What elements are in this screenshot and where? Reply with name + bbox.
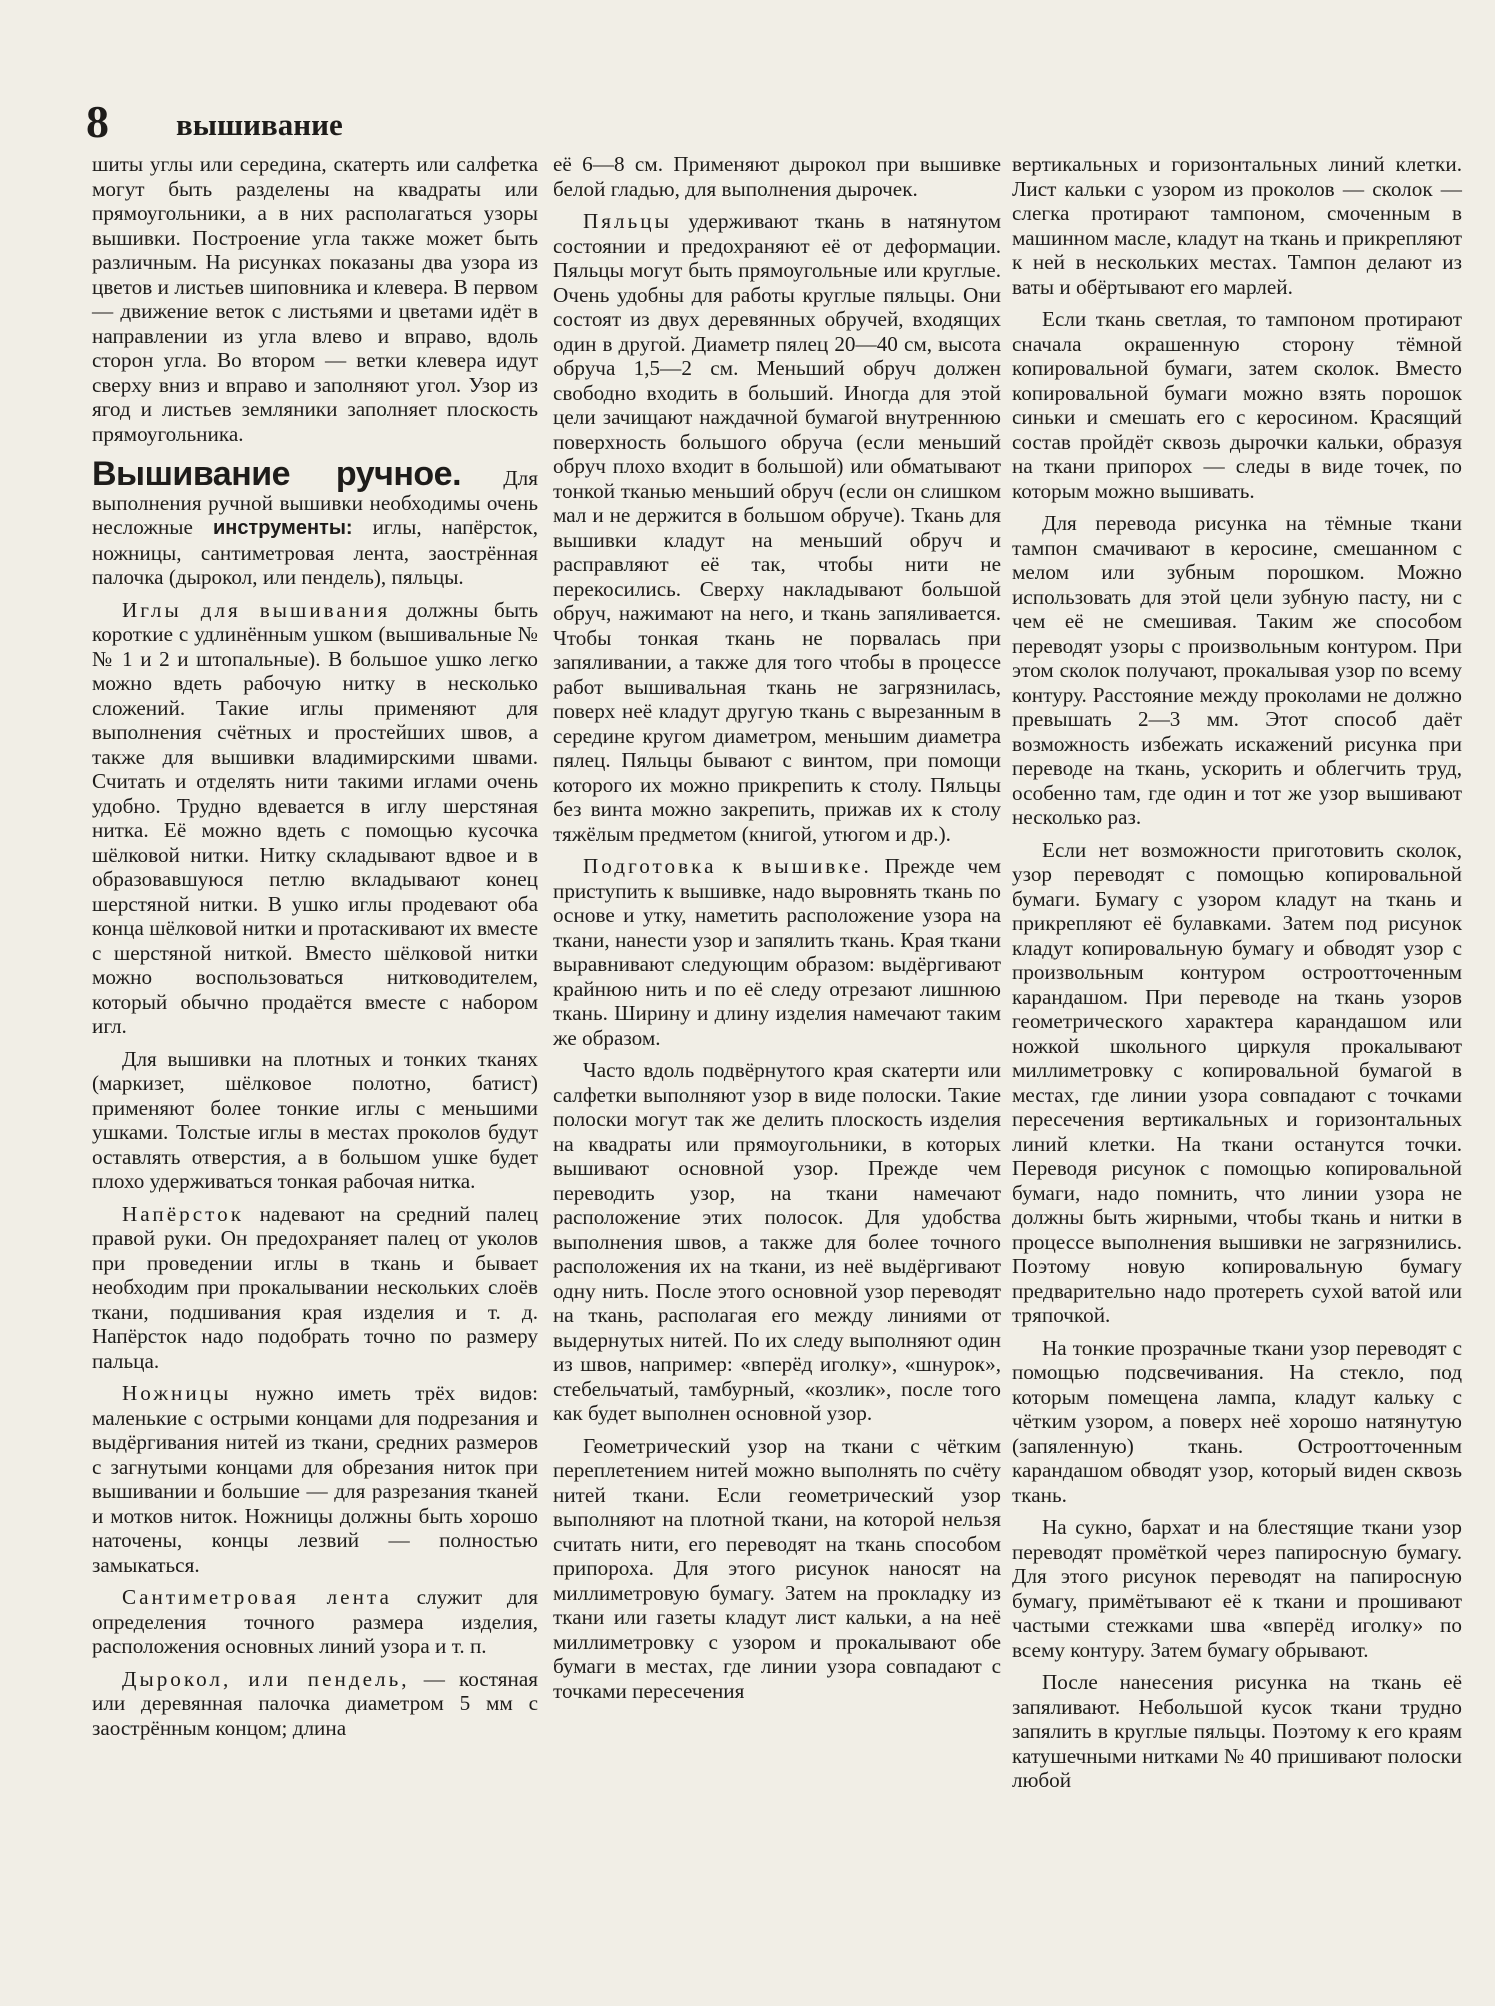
paragraph-scissors <box>92 1381 538 1577</box>
text-column-2 <box>553 152 1001 1703</box>
awl-text: — костяная или деревянная палочка диаметром 5 мм с заострённым концом; длина <box>92 1666 538 1740</box>
paragraph-velvet: На сукно, бархат и на блестящие ткани узор переводят промёткой через папиросную бумагу. Для этого рисунок переводят на папиросную бумагу, примётывают её к ткани и прошивают частыми стежками шва «вперёд иголку» по всему контуру. Затем бумагу обрывают. <box>1012 1515 1462 1662</box>
tape-text: служит для определения точного размера изделия, расположения основных линий узора и т. п. <box>92 1585 538 1658</box>
preparation-text: Прежде чем приступить к вышивке, надо выровнять ткань по основе и утку, наметить расположение узора на ткани, нанести узор и запялить ткань. Края ткани выравнивают следующим образом: выдёргивают крайнюю нить и по её следу отрезают лишнюю ткань. Ширину и длину изделия намечают таким же образом. <box>553 854 1001 1050</box>
needles-term: Иглы для вышивания <box>122 597 391 622</box>
paragraph-awl-continued: её 6—8 см. Применяют дырокол при вышивке белой гладью, для выполнения дырочек. <box>553 152 1001 201</box>
tape-term: Сантиметровая лента <box>122 1585 392 1609</box>
paragraph-geometric: Геометрический узор на ткани с чётким переплетением нитей можно выполнять по счёту нитей ткани. Если геометрический узор выполняют на плотной ткани, на которой нельзя считать нити, его переводят на ткань способом припороха. Для этого рисунок наносят на миллиметровую бумагу. Затем на прокладку из ткани или газеты кладут лист кальки, а на неё миллиметровку с узором и прокалывают обе бумаги в местах, где линии узора совпадают с точками пересечения <box>553 1433 1001 1703</box>
paragraph-light-fabric: Если ткань светлая, то тампоном протирают сначала окрашенную сторону тёмной копировальной бумаги, затем сколок. Вместо копировальной бумаги можно взять порошок синьки и смешать его с керосином. Красящий состав пройдёт сквозь дырочки кальки, образуя на ткани припорох — следы в виде точек, по которым можно вышивать. <box>1012 307 1462 503</box>
paragraph-corner-patterns: шиты углы или середина, скатерть или салфетка могут быть разделены на квадраты или прямоугольники, а в них располагаться узоры вышивки. Построение угла также может быть различным. На рисунках показаны два узора из цветов и листьев шиповника и клевера. В первом — движение веток с листьями и цветами идёт в направлении из угла влево и вправо, вдоль сторон угла. Во втором — ветки клевера идут сверху вниз и вправо и заполняют угол. Узор из ягод и листьев земляники заполняет плоскость прямоугольника. <box>92 152 538 446</box>
paragraph-border-strips: Часто вдоль подвёрнутого края скатерти или салфетки выполняют узор в виде полоски. Такие полоски могут так же делить плоскость изделия на квадраты или прямоугольники, в которых вышивают основной узор. Прежде чем переводить узор, на ткани намечают расположение этих полосок. Для удобства выполнения швов, а также для более точного расположения их на ткани, из неё выдёргивают одну нить. После этого основной узор переводят на ткань, располагая его между линиями от выдернутых нитей. По их следу выполняют один из швов, например: «вперёд иголку», «шнурок», стебельчатый, тамбурный, «козлик», после того как будет выполнен основной узор. <box>553 1058 1001 1425</box>
scissors-text: нужно иметь трёх видов: маленькие с острыми концами для подрезания и выдёргивания нитей из ткани, средних размеров с загнутыми концами для обрезания ниток при вышивании и большие — для разрезания тканей и мотков ниток. Ножницы должны быть хорошо наточены, концы лезвий — полностью замыкаться. <box>92 1381 538 1577</box>
thimble-term: Напёрсток <box>122 1201 245 1226</box>
paragraph-after-transfer: После нанесения рисунка на ткань её запяливают. Небольшой кусок ткани трудно запялить в круглые пяльцы. Поэтому к его краям катушечными нитками № 40 пришивают полоски любой <box>1012 1670 1462 1792</box>
paragraph-preparation <box>553 854 1001 1050</box>
hoops-term: Пяльцы <box>583 209 672 233</box>
needles-text: должны быть короткие с удлинённым ушком (вышивальные №№ 1 и 2 и штопальные). В большое ушко легко можно вдеть рабочую нитку в несколько сложений. Такие иглы применяют для выполнения счётных и простейших швов, а также для вышивки владимирскими швами. Считать и отделять нити такими иглами очень удобно. Трудно вдевается в иглу шерстяная нитка. Её можно вдеть с помощью кусочка шёлковой нитки. Нитку складывают вдвое и в образовавшуюся петлю вкладывают конец шерстяной нитки. В ушко иглы продевают оба конца шёлковой нитки и протаскивают их вместе с шерстяной ниткой. Вместо шёлковой нитки можно воспользоваться нитководителем, который обычно продаётся вместе с набором игл. <box>92 597 538 1038</box>
heading-continuation-a: Для выполнения ручной вышивки необходимы очень несложные <box>92 466 538 539</box>
paragraph-geometric-continued: вертикальных и горизонтальных линий клетки. Лист кальки с узором из проколов — сколок — слегка протирают тампоном, смоченным в машинном масле, кладут на ткань и прикрепляют к ней в нескольких местах. Тампон делают из ваты и обёртывают его марлей. <box>1012 152 1462 299</box>
paragraph-hoops <box>553 209 1001 846</box>
paragraph-tape <box>92 1585 538 1659</box>
text-column-1 <box>92 152 538 1740</box>
preparation-term: Подготовка к вышивке. <box>583 854 872 878</box>
paragraph-needles <box>92 598 538 1039</box>
text-column-3 <box>1012 152 1462 1793</box>
page-number: 8 <box>86 96 109 147</box>
paragraph-thimble <box>92 1202 538 1374</box>
section-title: вышивание <box>176 107 343 142</box>
paragraph-sheer-fabric: На тонкие прозрачные ткани узор переводят с помощью подсвечивания. На стекло, под которым помещена лампа, кладут кальку с чётким узором, а поверх неё хорошо натянутую (запяленную) ткань. Остроотточенным карандашом обводят узор, который виден сквозь ткань. <box>1012 1335 1462 1507</box>
paragraph-carbon-paper: Если нет возможности приготовить сколок, узор переводят с помощью копировальной бумаги. Бумагу с узором кладут на ткань и прикрепляют её булавками. Затем под рисунок кладут копировальную бумагу и обводят узор с произвольным контуром остроотточенным карандашом. При переводе на ткань узоров геометрического характера карандашом или ножкой школьного циркуля прокалывают миллиметровку с копировальной бумагой в местах, где линии узора совпадают с точками пересечения вертикальных и горизонтальных линий клетки. На ткани останутся точки. Переводя рисунок с помощью копировальной бумаги, надо помнить, что линии узора не должны быть жирными, чтобы ткань и нитки в процессе выполнения вышивки не загрязнились. Поэтому новую копировальную бумагу предварительно надо протереть сухой ватой или тряпочкой. <box>1012 837 1462 1327</box>
tools-term: инструменты: <box>212 517 353 539</box>
scissors-term: Ножницы <box>122 1381 232 1405</box>
heading-continuation-b: иглы, напёрсток, ножницы, сантиметровая лента, заострённая палочка (дырокол, или пендель), пяльцы. <box>92 515 538 589</box>
hoops-text: удерживают ткань в натянутом состоянии и предохраняют её от деформации. Пяльцы могут быть прямоугольные или круглые. Очень удобны для работы круглые пяльцы. Они состоят из двух деревянных обручей, входящих один в другой. Диаметр пялец 20—40 см, высота обруча 1,5—2 см. Меньший обруч должен свободно входить в больший. Иногда для этой цели зачищают наждачной бумагой внутреннюю поверхность большого обруча (если меньший обруч плохо входит в большой) или обматывают тонкой тканью меньший обруч (если он слишком мал и не держится в большом обруче). Ткань для вышивки кладут на меньший обруч и расправляют её так, чтобы нити не перекосились. Сверху накладывают большой обруч, нажимают на него, и ткань запяливается. Чтобы тонкая ткань не порвалась при запяливании, а также для того чтобы в процессе работ вышивальная ткань не загрязнилась, поверх неё кладут другую ткань с вырезанным в середине кругом диаметром, меньшим диаметра пялец. Пяльцы бывают с винтом, при помощи которого их можно прикрепить к столу. Пяльцы без винта можно закрепить, прижав их к столу тяжёлым предметом (книгой, утюгом и др.). <box>553 209 1001 846</box>
paragraph-hand-embroidery <box>92 455 538 590</box>
paragraph-dark-fabric: Для перевода рисунка на тёмные ткани тампон смачивают в керосине, смешанном с мелом или зубным порошком. Можно использовать для этой цели зубную пасту, ни с чем её не смешивая. Таким же способом переводят узоры с произвольным контуром. При этом сколок получают, прокалывая узор по всему контуру. Расстояние между проколами не должно превышать 2—3 мм. Этот способ даёт возможность избежать искажений рисунка при переводе на ткань, ускорить и облегчить труд, особенно там, где один и тот же узор вышивают несколько раз. <box>1012 511 1462 829</box>
paragraph-awl <box>92 1667 538 1741</box>
awl-term: Дырокол, или пендель, <box>122 1666 410 1691</box>
article-heading: Вышивание ручное. <box>92 455 462 493</box>
thimble-text: надевают на средний палец правой руки. Он предохраняет палец от уколов при проведении иглы в ткань и бывает необходим при прокалывании нескольких слоёв ткани, подшивания края изделия и т. д. Напёрсток надо подобрать точно по размеру пальца. <box>92 1201 538 1373</box>
paragraph-thin-fabrics: Для вышивки на плотных и тонких тканях (маркизет, шёлковое полотно, батист) применяют более тонкие иглы с меньшими ушками. Толстые иглы в местах проколов будут оставлять отверстия, а в большом ушке будет плохо удерживаться тонкая рабочая нитка. <box>92 1046 538 1193</box>
